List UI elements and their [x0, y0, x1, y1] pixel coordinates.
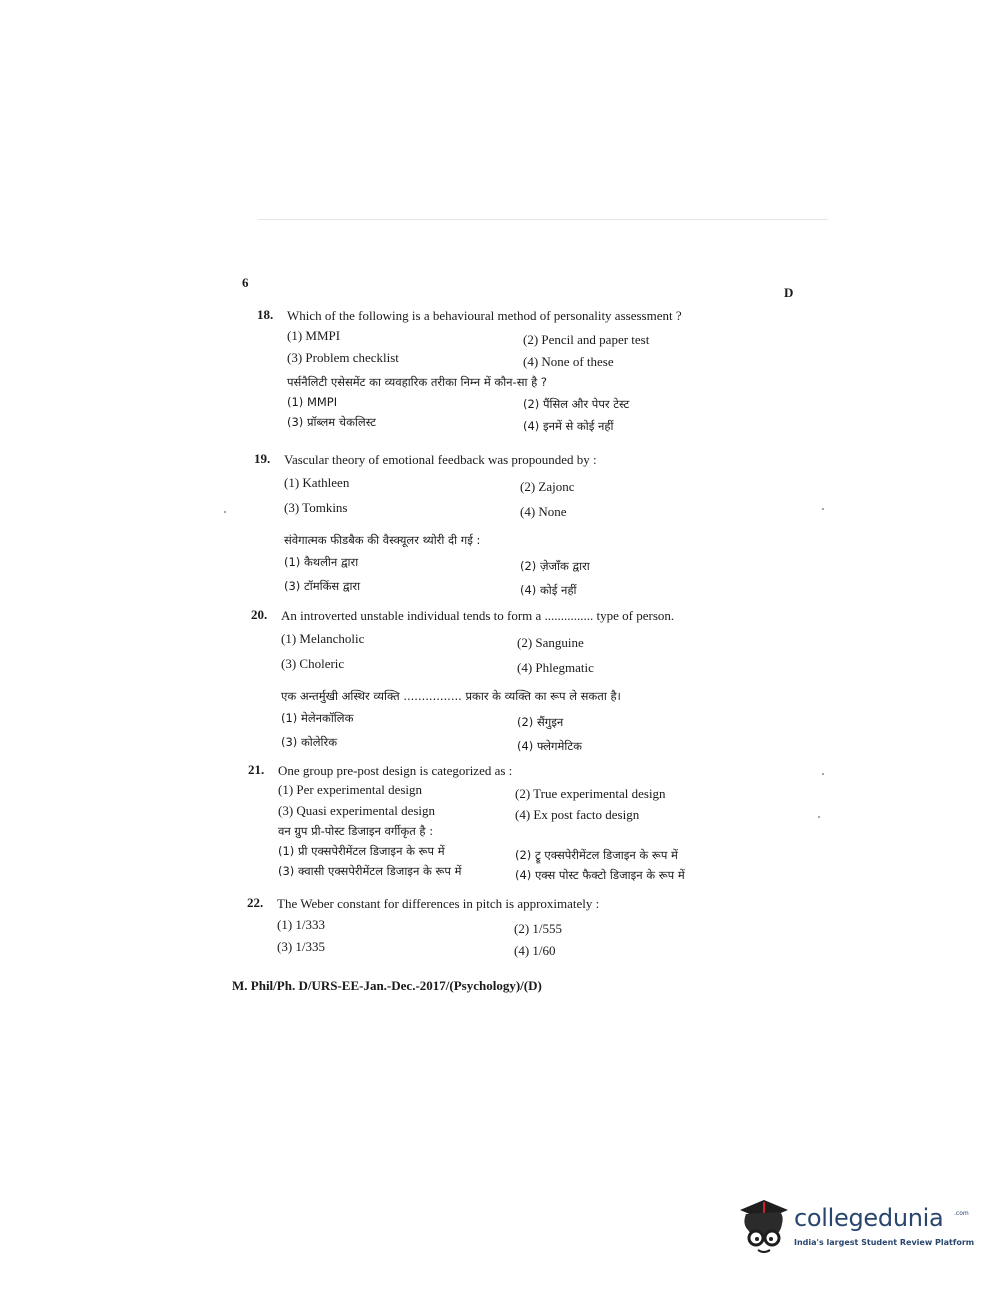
option-2-hi: (2) पैंसिल और पेपर टेस्ट	[523, 397, 630, 411]
question-20	[251, 607, 771, 753]
student-mascot-icon	[734, 1194, 792, 1260]
question-text-en: The Weber constant for differences in pitch is approximately :	[277, 896, 600, 911]
option-2-hi: (2) सैंगुइन	[517, 715, 564, 729]
question-number: 18.	[257, 307, 274, 322]
scan-speck	[224, 511, 226, 513]
option-1-en: (1) Per experimental design	[278, 782, 423, 797]
option-1-en: (1) 1/333	[277, 917, 326, 932]
option-4-en: (4) Phlegmatic	[517, 660, 594, 675]
option-3-en: (3) Choleric	[281, 656, 345, 671]
option-4-en: (4) None	[520, 504, 567, 519]
option-1-en: (1) MMPI	[287, 328, 341, 343]
option-2-hi: (2) ज़ेजॉंक द्वारा	[520, 559, 590, 573]
option-1-hi: (1) कैथलीन द्वारा	[284, 555, 359, 569]
option-3-hi: (3) कोलेरिक	[281, 735, 338, 749]
collegedunia-logo[interactable]	[734, 1194, 975, 1264]
question-number: 21.	[248, 762, 265, 777]
brand-tagline: India's largest Student Review Platform	[794, 1238, 975, 1247]
question-text-en: Vascular theory of emotional feedback was propounded by :	[284, 452, 597, 467]
option-4-hi: (4) इनमें से कोई नहीं	[523, 419, 614, 433]
option-2-hi: (2) ट्रू एक्सपेरीमेंटल डिजाइन के रूप में	[515, 848, 678, 862]
page-number: 6	[242, 275, 249, 290]
question-text-hi: संवेगात्मक फीडबैक की वैस्क्यूलर थ्योरी दी गई :	[284, 533, 481, 547]
question-21	[248, 762, 768, 886]
option-2-en: (2) Zajonc	[520, 479, 575, 494]
option-1-hi: (1) MMPI	[287, 395, 338, 409]
question-text-hi: एक अन्तर्मुखी अस्थिर व्यक्ति ................ प्रकार के व्यक्ति का रूप ले सकता है।	[281, 689, 621, 703]
option-1-en: (1) Kathleen	[284, 475, 350, 490]
option-2-en: (2) True experimental design	[515, 786, 666, 801]
question-number: 20.	[251, 607, 268, 622]
option-1-hi: (1) मेलेनकॉलिक	[281, 711, 354, 725]
option-2-en: (2) Pencil and paper test	[523, 332, 650, 347]
option-4-en: (4) 1/60	[514, 943, 556, 958]
option-4-hi: (4) एक्स पोस्ट फैक्टो डिजाइन के रूप में	[515, 868, 685, 882]
option-2-en: (2) Sanguine	[517, 635, 584, 650]
option-2-en: (2) 1/555	[514, 921, 563, 936]
question-18	[257, 307, 777, 435]
set-code: D	[784, 285, 794, 300]
question-19	[254, 451, 774, 597]
option-3-en: (3) 1/335	[277, 939, 326, 954]
option-4-en: (4) Ex post facto design	[515, 807, 640, 822]
option-3-en: (3) Problem checklist	[287, 350, 399, 365]
question-text-en: An introverted unstable individual tends to form a ............... type of person.	[281, 608, 675, 623]
question-text-hi: वन ग्रुप प्री-पोस्ट डिजाइन वर्गीकृत है :	[278, 824, 434, 838]
option-1-hi: (1) प्री एक्सपेरीमेंटल डिजाइन के रूप में	[278, 844, 445, 858]
scan-artifact-line	[258, 219, 828, 220]
option-3-hi: (3) प्रॉब्लम चेकलिस्ट	[287, 415, 376, 429]
question-number: 22.	[247, 895, 264, 910]
option-3-en: (3) Quasi experimental design	[278, 803, 436, 818]
option-1-en: (1) Melancholic	[281, 631, 365, 646]
brand-suffix: .com	[954, 1210, 969, 1217]
option-3-hi: (3) क्वासी एक्सपेरीमेंटल डिजाइन के रूप में	[278, 864, 462, 878]
question-text-en: One group pre-post design is categorized as :	[278, 763, 513, 778]
option-4-en: (4) None of these	[523, 354, 614, 369]
question-number: 19.	[254, 451, 271, 466]
scan-speck	[822, 773, 824, 775]
question-text-hi: पर्सनैलिटी एसेसमेंट का व्यवहारिक तरीका निम्न में कौन-सा है ?	[287, 375, 547, 389]
scan-speck	[822, 508, 824, 510]
option-4-hi: (4) कोई नहीं	[520, 583, 577, 597]
question-text-en: Which of the following is a behavioural method of personality assessment ?	[287, 308, 682, 323]
option-3-en: (3) Tomkins	[284, 500, 348, 515]
brand-name: collegedunia	[794, 1204, 944, 1232]
scan-speck	[818, 816, 820, 818]
option-3-hi: (3) टॉमकिंस द्वारा	[284, 579, 361, 593]
option-4-hi: (4) फ्लेगमेटिक	[517, 739, 583, 753]
paper-code-footer: M. Phil/Ph. D/URS-EE-Jan.-Dec.-2017/(Psychology)/(D)	[232, 978, 542, 993]
question-22	[247, 895, 767, 961]
